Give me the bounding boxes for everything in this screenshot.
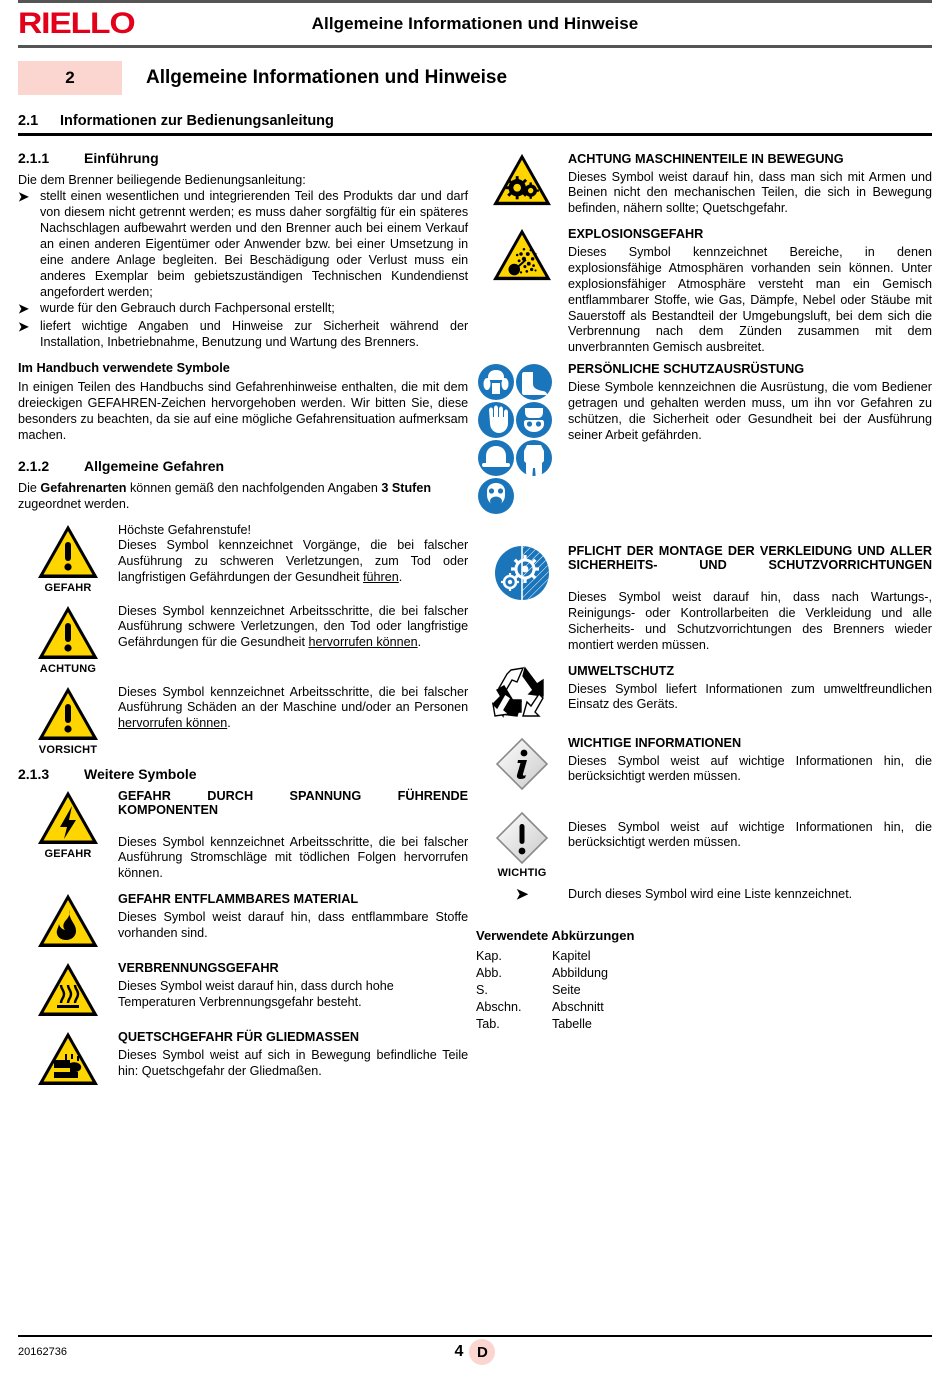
hazard-body-post: . <box>227 716 231 731</box>
right-symbol-title: ACHTUNG MASCHINENTEILE IN BEWEGUNG <box>567 151 844 166</box>
other-symbol-icon-cell <box>18 961 118 1020</box>
other-symbol-row <box>18 961 468 1020</box>
section-heading <box>18 113 932 129</box>
right-symbol-text-cell <box>568 810 932 879</box>
list-marker-text-cell <box>568 887 932 903</box>
list-marker-note: Durch dieses Symbol wird eine Liste kennzeichnet. <box>567 886 853 901</box>
bullet-arrow-icon: ➤ <box>515 885 529 903</box>
right-symbol-text: Dieses Symbol liefert Informationen zum umweltfreundlichen Einsatz des Geräts. <box>567 681 932 712</box>
right-symbol-row <box>476 227 932 356</box>
right-symbol-title: PERSÖNLICHE SCHUTZAUSRÜSTUNG <box>567 362 805 377</box>
hazard-intro-b2: 3 Stufen <box>381 480 432 495</box>
other-symbol-text: Dieses Symbol weist darauf hin, dass entflammbare Stoffe vorhanden sind. <box>118 910 469 941</box>
right-symbol-title: PFLICHT DER MONTAGE DER VERKLEIDUNG UND ALLER SICHERHEITS- UND SCHUTZVORRICHTUNGEN <box>567 544 932 573</box>
right-symbol-row <box>476 544 932 653</box>
abbreviation-row <box>476 965 932 982</box>
warning-triangle-hot-surface-icon <box>36 961 100 1019</box>
right-symbol-title: WICHTIGE INFORMATIONEN <box>567 735 742 750</box>
abbreviation-row <box>476 948 932 965</box>
list-item <box>18 319 468 351</box>
right-symbol-row <box>476 736 932 792</box>
abbreviation-full: Tabelle <box>551 1017 592 1032</box>
header-title: Allgemeine Informationen und Hinweise <box>311 14 639 33</box>
right-symbol-text: Dieses Symbol weist auf wichtige Informationen hin, die berücksichtigt werden müssen. <box>567 819 932 850</box>
subsection-212-title: Allgemeine Gefahren <box>84 457 225 474</box>
other-symbol-text-cell <box>118 1030 468 1089</box>
warning-triangle-flammable-icon <box>36 892 100 950</box>
bullet-arrow-icon: ➤ <box>18 189 29 205</box>
document-code: 20162736 <box>18 1346 67 1358</box>
right-symbol-icon-cell <box>476 810 568 879</box>
chapter-heading <box>18 61 932 95</box>
subsection-211-heading <box>18 150 468 166</box>
hazard-text-cell <box>118 604 468 675</box>
hazard-body-pre: Dieses Symbol kennzeichnet Vorgänge, die bei falscher Ausführung zu schweren Verletzungen, zum Tod oder langfristigen Gefährdungen der Gesundheit <box>118 538 469 585</box>
subsection-211-title: Einführung <box>84 149 159 166</box>
other-symbol-icon-cell <box>18 892 118 951</box>
right-symbol-row <box>476 362 932 514</box>
abbreviation-row <box>476 999 932 1016</box>
abbreviation-full: Abschnitt <box>551 1000 604 1015</box>
hazard-body-post: . <box>398 570 403 585</box>
other-symbol-text-cell <box>118 789 468 883</box>
page-header <box>18 3 932 45</box>
symbols-used-heading: Im Handbuch verwendete Symbole <box>18 360 230 376</box>
other-symbol-row <box>18 789 468 883</box>
subsection-211-number: 2.1.1 <box>18 149 50 166</box>
right-symbol-text: Dieses Symbol weist darauf hin, dass man sich mit Armen und Beinen nicht den mechanischen Teilen, die sich in Bewegung befinden, nähern sollte; Quetschgefahr. <box>567 169 932 216</box>
other-symbol-title: GEFAHR DURCH SPANNUNG FÜHRENDE KOMPONENTEN <box>118 788 469 817</box>
info-diamond-icon <box>493 736 551 792</box>
right-symbol-icon-cell <box>476 736 568 792</box>
other-symbol-text: Dieses Symbol weist auf sich in Bewegung befindliche Teile hin: Quetschgefahr der Gliedmaßen. <box>118 1048 469 1079</box>
other-symbol-title: QUETSCHGEFAHR FÜR GLIEDMASSEN <box>118 1030 360 1045</box>
hazard-line1: Höchste Gefahrenstufe! <box>118 522 252 537</box>
warning-triangle-electric-icon <box>36 789 100 847</box>
abbreviation-full: Seite <box>551 983 581 998</box>
abbreviations-heading: Verwendete Abkürzungen <box>475 928 635 944</box>
list-item-text: stellt einen wesentlichen und integrierenden Teil des Produkts dar und darf von diesem nicht getrennt werden; es muss daher sorgfältig für ein späteres Nachschlagen aufbewahrt werden und den Brenner auch bei einem Verkauf an einen anderen Eigentümer oder Anwender bzw. bei einer Umsetzung in eine andere Anlage begleiten. Bei Beschädigung oder Verlust muss ein anderes Exemplar beim gebietszuständigen Technischen Kundendienst angefordert werden; <box>40 189 469 299</box>
warning-triangle-exclamation-icon <box>36 523 100 581</box>
abbreviation-row <box>476 982 932 999</box>
other-symbol-title: GEFAHR ENTFLAMMBARES MATERIAL <box>118 892 359 907</box>
right-symbol-text-cell <box>568 152 932 218</box>
page-footer <box>18 1335 932 1368</box>
hazard-intro-p3: zugeordnet werden. <box>18 496 130 511</box>
warning-triangle-exclamation-icon <box>36 685 100 743</box>
important-diamond-icon <box>493 810 551 866</box>
bullet-arrow-icon: ➤ <box>18 301 29 317</box>
subsection-213-number: 2.1.3 <box>18 765 50 782</box>
other-symbol-text-cell <box>118 961 468 1020</box>
right-symbol-icon-cell <box>476 227 568 356</box>
abbreviation-row <box>476 1016 932 1033</box>
other-symbol-text: Dieses Symbol weist darauf hin, dass durch hohe Temperaturen Verbrennungsgefahr besteht. <box>118 979 394 1010</box>
recycle-icon <box>491 664 553 718</box>
right-symbol-title: EXPLOSIONSGEFAHR <box>567 227 704 242</box>
right-column <box>476 150 932 1090</box>
other-symbol-row <box>18 1030 468 1089</box>
hazard-level-row <box>18 685 468 756</box>
hazard-icon-cell <box>18 604 118 675</box>
right-symbol-text: Diese Symbole kennzeichnen die Ausrüstung, die vom Bediener getragen und gehalten werden muss, um ihn vor Gefahren zu schützen, die Sicherheit oder Gesundheit bei der Ausführung seiner Arbeit gefährden. <box>567 380 932 442</box>
abbreviations-block <box>476 928 932 1033</box>
right-symbol-row <box>476 810 932 879</box>
subsection-212-number: 2.1.2 <box>18 457 50 474</box>
mandatory-guards-gear-icon <box>491 544 553 602</box>
header-bottom-rule <box>18 45 932 48</box>
other-symbol-icon-cell <box>18 1030 118 1089</box>
list-marker-note-row <box>476 887 932 903</box>
list-item <box>18 189 468 300</box>
language-badge: D <box>469 1339 495 1365</box>
list-item-text: liefert wichtige Angaben und Hinweise zur Sicherheit während der Installation, Inbetriebnahme, Benutzung und Wartung des Brenners. <box>40 318 469 349</box>
hazard-body <box>118 685 468 733</box>
left-column <box>18 150 468 1090</box>
warning-triangle-moving-parts-icon <box>491 152 553 208</box>
right-symbol-row <box>476 664 932 718</box>
subsection-212-heading <box>18 458 468 474</box>
hazard-body-underlined: führen <box>363 570 399 585</box>
abbreviation-short: Tab. <box>475 1017 500 1032</box>
abbreviation-short: Abb. <box>475 966 502 981</box>
hazard-text-cell <box>118 523 468 594</box>
abbreviation-full: Kapitel <box>551 949 591 964</box>
abbreviation-short: Kap. <box>475 949 502 964</box>
hazard-body <box>118 604 468 652</box>
abbreviation-short: S. <box>475 983 488 998</box>
list-marker-cell <box>476 887 568 903</box>
warning-triangle-crush-hand-icon <box>36 1030 100 1088</box>
abbreviation-full: Abbildung <box>551 966 609 981</box>
hazard-body-underlined: hervorrufen können <box>118 716 228 731</box>
abbreviation-short: Abschn. <box>475 1000 522 1015</box>
right-symbol-icon-cell <box>476 152 568 218</box>
riello-logo: RIELLO <box>18 7 135 40</box>
right-symbol-text-cell <box>568 544 932 653</box>
right-symbol-title: UMWELTSCHUTZ <box>567 663 675 678</box>
warning-triangle-explosion-icon <box>491 227 553 283</box>
section-rule <box>18 133 932 136</box>
hazard-body-pre: Dieses Symbol kennzeichnet Arbeitsschritte, die bei falscher Ausführung schwere Verletzungen, den Tod oder langfristige Gefährdungen für die Gesundheit <box>118 603 469 650</box>
hazard-level-row <box>18 604 468 675</box>
right-symbol-text-cell <box>568 664 932 718</box>
hazard-caption: GEFAHR <box>44 581 92 594</box>
chapter-number: 2 <box>18 61 122 95</box>
subsection-213-heading <box>18 766 468 782</box>
hazard-body <box>118 538 468 586</box>
right-symbol-text: Dieses Symbol weist darauf hin, dass nach Wartungs-, Reinigungs- oder Kontrollarbeiten die Verkleidung und alle Sicherheits- und Schutzvorrichtungen des Brenners wieder montiert werden müssen. <box>567 590 932 652</box>
bullet-arrow-icon: ➤ <box>18 318 29 334</box>
section-number: 2.1 <box>18 113 39 129</box>
hazard-caption: VORSICHT <box>38 743 98 756</box>
hazard-caption: ACHTUNG <box>39 662 97 675</box>
subsection-213-title: Weitere Symbole <box>84 765 197 782</box>
hazard-body-post: . <box>417 635 422 650</box>
list-item-text: wurde für den Gebrauch durch Fachpersonal erstellt; <box>40 301 335 316</box>
right-symbol-text: Dieses Symbol kennzeichnet Bereiche, in denen explosionsfähige Atmosphären vorhanden sein können. Unter explosionsfähiger Atmosphäre versteht man ein Gemisch entflammbarer Stoffe, wie Gas, Dämpfe, Nebel oder Stäube mit Sauerstoff als Bestandteil der Umgebungsluft, bei dem sich die Verbrennung nach dem Zünden zusammen mit dem unverbrannten Gemisch ausbreitet. <box>567 245 932 355</box>
hazard-icon-cell <box>18 685 118 756</box>
other-symbol-row <box>18 892 468 951</box>
right-symbol-text: Dieses Symbol weist auf wichtige Informationen hin, die berücksichtigt werden müssen. <box>567 753 932 784</box>
right-symbol-text-cell <box>568 227 932 356</box>
hazard-body-underlined: hervorrufen können <box>308 635 418 650</box>
right-symbol-text-cell <box>568 736 932 792</box>
ppe-icons-group <box>476 362 554 514</box>
hazard-text-cell <box>118 685 468 756</box>
other-symbol-text-cell <box>118 892 468 951</box>
hazard-body-pre: Dieses Symbol kennzeichnet Arbeitsschritte, die bei falscher Ausführung Schäden an der Maschine und/oder an Personen <box>118 684 469 715</box>
other-symbol-text: Dieses Symbol kennzeichnet Arbeitsschritte, die bei falscher Ausführung Stromschläge mit tödlichen Folgen hervorrufen können. <box>118 834 469 881</box>
page-number: 4 <box>454 1343 464 1360</box>
other-symbol-icon-cell <box>18 789 118 883</box>
other-symbol-title: VERBRENNUNGSGEFAHR <box>118 961 279 976</box>
page-indicator <box>18 1339 932 1365</box>
section-title: Informationen zur Bedienungsanleitung <box>60 113 334 129</box>
warning-triangle-exclamation-icon <box>36 604 100 662</box>
hazard-intro-p1: Die <box>18 480 41 495</box>
intro-lead: Die dem Brenner beiliegende Bedienungsanleitung: <box>18 172 306 187</box>
other-symbol-caption: GEFAHR <box>44 847 92 860</box>
list-item <box>18 301 468 317</box>
symbols-used-text: In einigen Teilen des Handbuchs sind Gefahrenhinweise enthalten, die mit dem dreieckigen GEFAHREN-Zeichen hervorgehoben werden. Wir bitten Sie, diese besonders zu beachten, da sie auf eine mögliche Gefahrensituation aufmerksam machen. <box>18 380 469 443</box>
ppe-icon-cell <box>476 362 568 514</box>
right-symbol-icon-cell <box>476 544 568 653</box>
hazard-intro-p2: können gemäß den nachfolgenden Angaben <box>126 480 382 495</box>
right-symbol-row <box>476 152 932 218</box>
hazard-intro-text <box>18 481 468 513</box>
chapter-title: Allgemeine Informationen und Hinweise <box>146 67 508 88</box>
hazard-intro-b1: Gefahrenarten <box>40 480 127 495</box>
hazard-level-row <box>18 523 468 594</box>
right-symbol-icon-cell <box>476 664 568 718</box>
hazard-icon-cell <box>18 523 118 594</box>
right-symbol-caption: WICHTIG <box>497 866 547 879</box>
content-columns <box>18 150 932 1090</box>
right-symbol-text-cell <box>568 362 932 514</box>
